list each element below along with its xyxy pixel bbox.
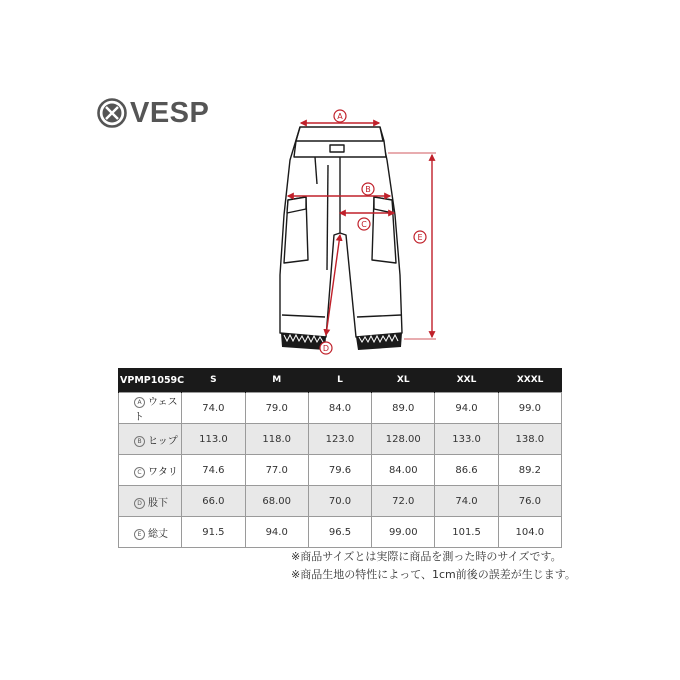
row-label <box>119 424 182 455</box>
table-cell: 79.0 <box>245 393 308 424</box>
marker-badge: B <box>134 436 145 447</box>
size-header: XXXL <box>498 368 561 393</box>
brand-logo <box>97 97 209 129</box>
table-cell: 99.0 <box>498 393 561 424</box>
size-header: L <box>308 368 371 393</box>
table-row-hip <box>119 424 562 455</box>
table-cell: 72.0 <box>372 486 435 517</box>
table-cell: 74.0 <box>182 393 245 424</box>
marker-d <box>320 342 332 354</box>
table-cell: 101.5 <box>435 517 498 548</box>
row-label <box>119 517 182 548</box>
table-cell: 94.0 <box>245 517 308 548</box>
table-cell: 138.0 <box>498 424 561 455</box>
marker-c <box>358 218 370 230</box>
row-label <box>119 486 182 517</box>
svg-text:A: A <box>337 112 343 121</box>
size-notes <box>291 548 576 584</box>
table-cell: 74.6 <box>182 455 245 486</box>
pants-diagram <box>270 105 460 360</box>
table-cell: 133.0 <box>435 424 498 455</box>
row-label-text: 総丈 <box>148 528 168 540</box>
table-cell: 118.0 <box>245 424 308 455</box>
note-line: ※商品サイズとは実際に商品を測った時のサイズです。 <box>291 550 562 563</box>
table-cell: 89.2 <box>498 455 561 486</box>
table-cell: 66.0 <box>182 486 245 517</box>
svg-text:C: C <box>361 220 367 229</box>
svg-text:D: D <box>322 344 330 353</box>
size-header-row <box>119 368 562 393</box>
table-cell: 123.0 <box>308 424 371 455</box>
table-cell: 89.0 <box>372 393 435 424</box>
marker-a <box>334 110 346 122</box>
table-cell: 84.00 <box>372 455 435 486</box>
pants-cuffs <box>281 333 402 350</box>
table-cell: 86.6 <box>435 455 498 486</box>
table-cell: 99.00 <box>372 517 435 548</box>
table-row-length <box>119 517 562 548</box>
table-cell: 104.0 <box>498 517 561 548</box>
marker-badge: D <box>134 498 145 509</box>
row-label <box>119 393 182 424</box>
pants-outline <box>280 127 402 337</box>
logo-text: VESP <box>130 96 210 129</box>
table-row-inseam <box>119 486 562 517</box>
table-cell: 96.5 <box>308 517 371 548</box>
size-header: XXL <box>435 368 498 393</box>
table-cell: 84.0 <box>308 393 371 424</box>
row-label-text: 股下 <box>148 497 168 509</box>
row-label-text: ヒップ <box>148 435 178 447</box>
table-cell: 74.0 <box>435 486 498 517</box>
table-cell: 77.0 <box>245 455 308 486</box>
row-label-text: ワタリ <box>148 466 178 478</box>
table-cell: 128.00 <box>372 424 435 455</box>
table-cell: 94.0 <box>435 393 498 424</box>
table-row-waist <box>119 393 562 424</box>
svg-text:B: B <box>365 185 371 194</box>
table-cell: 113.0 <box>182 424 245 455</box>
size-header: XL <box>372 368 435 393</box>
size-header: M <box>245 368 308 393</box>
marker-badge: A <box>134 397 145 408</box>
table-cell: 79.6 <box>308 455 371 486</box>
table-cell: 68.00 <box>245 486 308 517</box>
table-cell: 76.0 <box>498 486 561 517</box>
marker-e <box>414 231 426 243</box>
row-label <box>119 455 182 486</box>
model-number: VPMP1059C <box>119 368 182 393</box>
table-cell: 70.0 <box>308 486 371 517</box>
marker-b <box>362 183 374 195</box>
table-cell: 91.5 <box>182 517 245 548</box>
svg-text:E: E <box>417 233 423 242</box>
size-table <box>118 368 562 548</box>
table-row-thigh <box>119 455 562 486</box>
vesp-logo-icon <box>97 98 127 128</box>
marker-badge: E <box>134 529 145 540</box>
size-header: S <box>182 368 245 393</box>
note-line: ※商品生地の特性によって、1cm前後の誤差が生じます。 <box>291 568 576 581</box>
row-label-text: ウェスト <box>134 397 178 423</box>
marker-badge: C <box>134 467 145 478</box>
